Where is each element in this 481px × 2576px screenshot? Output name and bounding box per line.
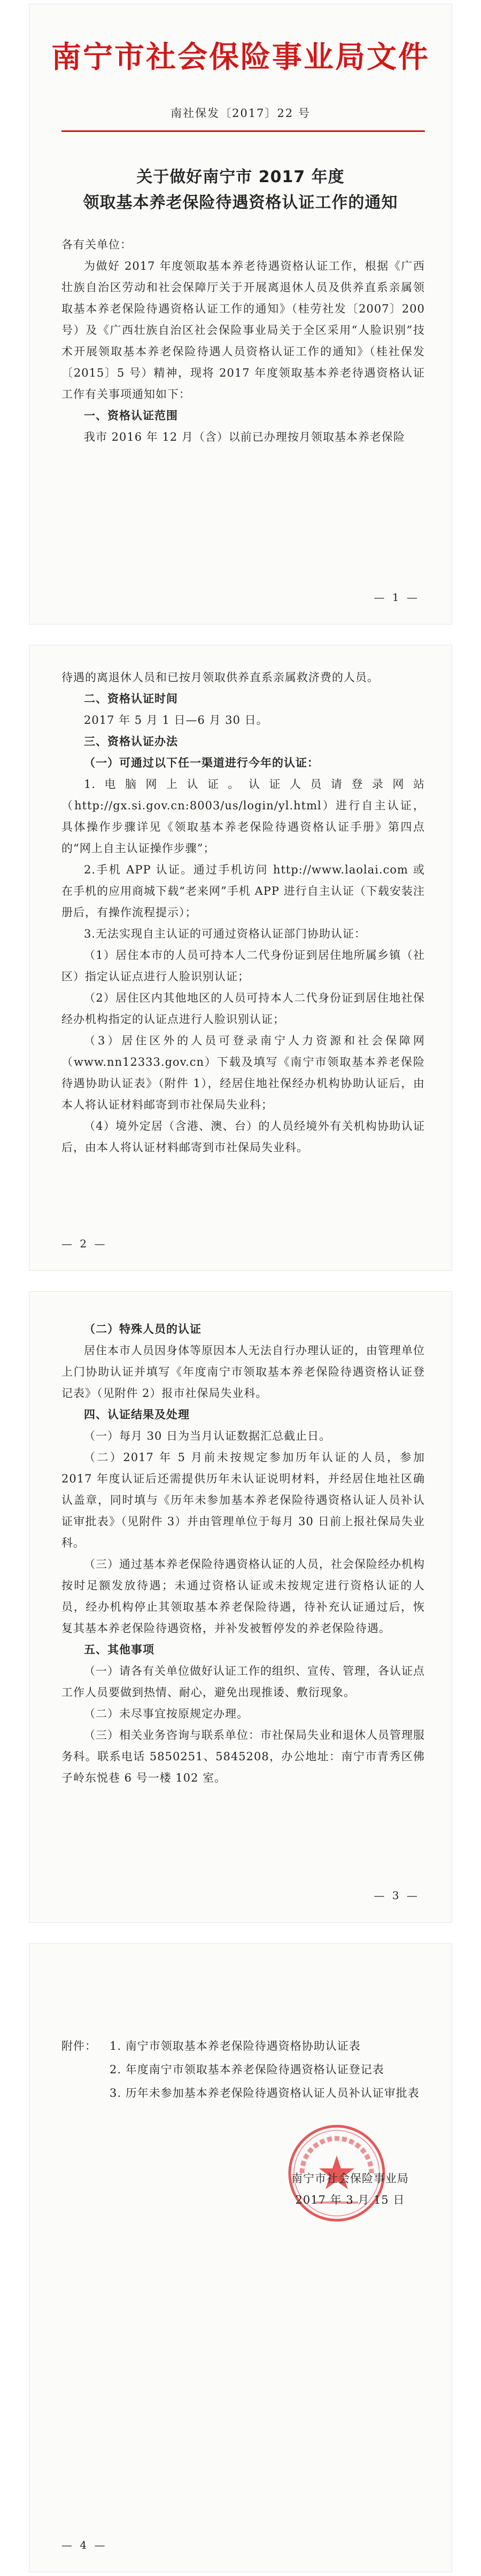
result-item-2: （二）2017 年 5 月前未按规定参加历年认证的人员，参加 2017 年度认证后还需提供历年未认证说明材料，并经居住地社区确认盖章，同时填与《历年未参加基本养老保险待遇资格认证人员补认证审批表》（见附件 3）并由管理单位于每月 30 日前上报社保局失业科。: [61, 1451, 425, 1549]
attachments-list: [61, 2034, 425, 2105]
intro-paragraph: 为做好 2017 年度领取基本养老待遇资格认证工作，根据《广西壮族自治区劳动和社会保障厅关于开展离退休人员及供养直系亲属领取基本养老保险待遇资格认证工作的通知》（桂劳社发〔2007〕200 号）及《广西壮族自治区社会保险事业局关于全区采用“人脸识别”技术开展领取基本养老保险待遇人员资格认证工作的通知》（桂社保发〔2015〕5 号）精神，现将 2017 年度领取基本养老待遇资格认证工作有关事项通知如下：: [61, 260, 425, 401]
signature-block: [281, 2168, 420, 2211]
method-item-1: 1.电脑网上认证。认证人员请登录网站（http://gx.si.gov.cn:8003/us/login/yl.html）进行自主认证，具体操作步骤详见《领取基本养老保险待遇资格认证手册》第四点的“网上自主认证操作步骤”；: [61, 778, 425, 855]
section-heading-2: 二、资格认证时间: [84, 692, 178, 705]
title-line-1: 关于做好南宁市 2017 年度: [136, 168, 345, 186]
page-number: — 2 —: [61, 1237, 107, 1250]
page-number: — 1 —: [374, 591, 420, 604]
signing-date: 2017 年 3 月 15 日: [295, 2193, 405, 2206]
document-number: 南社保发〔2017〕22 号: [170, 107, 311, 120]
other-item-2: （二）未尽事宜按原规定办理。: [84, 1707, 249, 1720]
method-item-3-1: （1）居住本市的人员可持本人二代身份证到居住地所属乡镇（社区）指定认证点进行人脸识别认证；: [61, 949, 425, 983]
subsection-heading-2: （二）特殊人员的认证: [84, 1322, 201, 1336]
method-item-2: 2.手机 APP 认证。通过手机访问 http://www.laolai.com 或在手机的应用商城下载“老来网”手机 APP 进行自主认证（下载安装注册后，有操作流程提示）；: [61, 863, 425, 919]
page-3-body: [61, 1318, 425, 1789]
page-number: — 4 —: [61, 2539, 107, 2551]
other-item-1: （一）请各有关单位做好认证工作的组织、宣传、管理，各认证点工作人员要做到热情、耐心，避免出现推诿、敷衍现象。: [61, 1665, 425, 1699]
document-page-4: [29, 1943, 452, 2572]
document-page-2: [29, 645, 452, 1270]
result-item-3: （三）通过基本养老保险待遇资格认证的人员，社会保险经办机构按时足额发放待遇；未通过资格认证或未按规定进行资格认证的人员，经办机构停止其领取基本养老保险待遇，待补充认证通过后，恢复其基本养老保险待遇资格，并补发被暂停发的养老保险待遇。: [61, 1558, 425, 1635]
scope-paragraph: 我市 2016 年 12 月（含）以前已办理按月领取基本养老保险: [84, 431, 405, 443]
other-item-3: （三）相关业务咨询与联系单位：市社保局失业和退休人员管理服务科。联系电话 5850251、5845208，办公地址：南宁市青秀区佛子岭东悦巷 6 号一楼 102 室。: [61, 1729, 425, 1784]
title-line-2: 领取基本养老保险待遇资格认证工作的通知: [83, 193, 398, 212]
subsection-heading-1: （一）可通过以下任一渠道进行今年的认证：: [84, 756, 319, 769]
document-page-1: [29, 4, 452, 624]
special-persons-paragraph: 居住本市人员因身体等原因本人无法自行办理认证的，由管理单位上门协助认证并填写《年度南宁市领取基本养老保险待遇资格认证登记表》（见附件 2）报市社保局失业科。: [61, 1344, 425, 1400]
result-item-1: （一）每月 30 日为当月认证数据汇总截止日。: [84, 1430, 331, 1442]
scope-continued: 待遇的离退休人员和已按月领取供养直系亲属救济费的人员。: [61, 671, 379, 684]
section-heading-4: 四、认证结果及处理: [84, 1408, 190, 1421]
attachment-item: 3. 历年未参加基本养老保险待遇资格认证人员补认证审批表: [110, 2087, 420, 2099]
document-page-3: [29, 1292, 452, 1922]
section-heading-1: 一、资格认证范围: [84, 409, 178, 422]
method-item-3-2: （2）居住区内其他地区的人员可持本人二代身份证到居住地社保经办机构指定的认证点进行人脸识别认证；: [61, 992, 425, 1026]
salutation: 各有关单位：: [61, 238, 132, 251]
certification-time: 2017 年 5 月 1 日—6 月 30 日。: [84, 714, 268, 727]
attachment-item: 2. 年度南宁市领取基本养老保险待遇资格认证登记表: [110, 2063, 384, 2076]
section-heading-5: 五、其他事项: [84, 1643, 154, 1656]
method-item-3-4: （4）境外定居（含港、澳、台）的人员经境外有关机构协助认证后，由本人将认证材料邮寄到市社保局失业科。: [61, 1120, 425, 1154]
red-divider: [61, 130, 425, 132]
method-item-3-3: （3）居住区外的人员可登录南宁人力资源和社会保障网（www.nn12333.gov.cn）下载及填写《南宁市领取基本养老保险待遇协助认证表》（附件 1），经居住地社保经办机构协助认证后，由本人将认证材料邮寄到市社保局失业科；: [61, 1034, 425, 1111]
signer-name: 南宁市社会保险事业局: [291, 2172, 409, 2185]
page-number: — 3 —: [374, 1889, 420, 1902]
document-masthead: 南宁市社会保险事业局文件: [51, 40, 430, 75]
attachment-item: 1. 南宁市领取基本养老保险待遇资格协助认证表: [110, 2040, 361, 2052]
method-item-3: 3.无法实现自主认证的可通过资格认证部门协助认证：: [84, 927, 367, 940]
page-1-body: [61, 234, 425, 448]
attachments-label: 附件：: [61, 2040, 97, 2052]
section-heading-3: 三、资格认证办法: [84, 735, 178, 748]
document-title: [29, 165, 452, 216]
page-2-body: [61, 667, 425, 1158]
